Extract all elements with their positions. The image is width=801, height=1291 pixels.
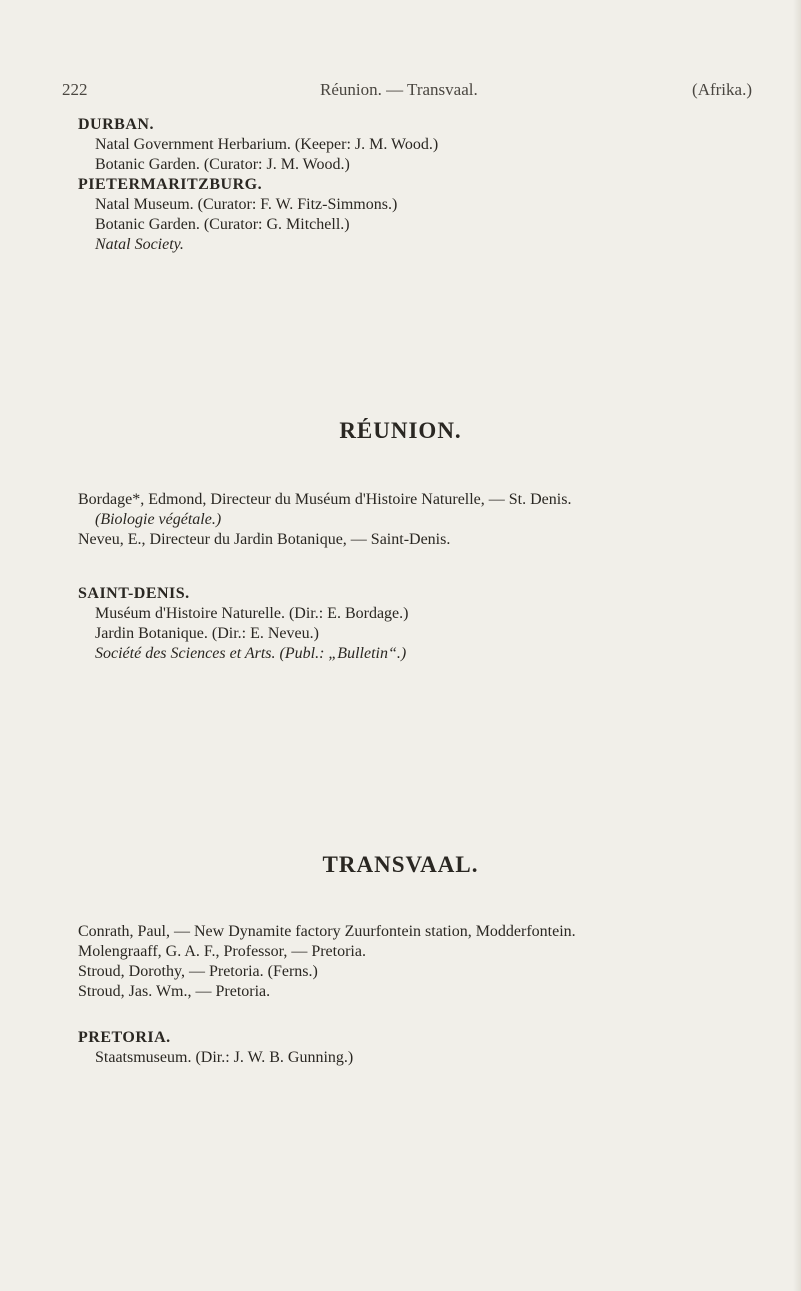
person-entry: Stroud, Dorothy, — Pretoria. (Ferns.) <box>78 963 318 980</box>
durban-block <box>78 115 438 175</box>
page-edge-shadow <box>793 0 801 1291</box>
city-heading-saint-denis: SAINT-DENIS. <box>78 585 190 602</box>
society-line: Natal Society. <box>95 236 184 253</box>
institution-line: Natal Government Herbarium. (Keeper: J. M. Wood.) <box>95 136 439 153</box>
transvaal-entries <box>78 922 793 1002</box>
institution-line: Jardin Botanique. (Dir.: E. Neveu.) <box>95 625 319 642</box>
region-label: (Afrika.) <box>692 80 752 99</box>
page-number: 222 <box>62 80 88 99</box>
running-header <box>62 80 752 104</box>
person-entry: Neveu, E., Directeur du Jardin Botanique, — Saint-Denis. <box>78 531 451 548</box>
person-entry: Conrath, Paul, — New Dynamite factory Zuurfontein station, Modderfontein. <box>78 923 576 940</box>
society-line: Société des Sciences et Arts. (Publ.: „Bulletin“.) <box>95 645 407 662</box>
person-entry: Bordage*, Edmond, Directeur du Muséum d'Histoire Naturelle, — St. Denis. <box>78 491 572 508</box>
institution-line: Staatsmuseum. (Dir.: J. W. B. Gunning.) <box>95 1049 354 1066</box>
section-title-transvaal: TRANSVAAL. <box>322 852 479 877</box>
saint-denis-block <box>78 584 408 664</box>
city-heading-pretoria: PRETORIA. <box>78 1029 171 1046</box>
pietermaritzburg-block <box>78 175 397 255</box>
institution-line: Muséum d'Histoire Naturelle. (Dir.: E. Bordage.) <box>95 605 409 622</box>
institution-line: Botanic Garden. (Curator: J. M. Wood.) <box>95 156 350 173</box>
person-entry: Molengraaff, G. A. F., Professor, — Pretoria. <box>78 943 366 960</box>
section-title-reunion: RÉUNION. <box>339 418 462 443</box>
person-entry: Stroud, Jas. Wm., — Pretoria. <box>78 983 271 1000</box>
running-title: Réunion. — Transvaal. <box>320 80 478 99</box>
pretoria-block <box>78 1028 353 1068</box>
specialty-note: (Biologie végétale.) <box>95 511 222 528</box>
reunion-entries <box>78 490 793 550</box>
city-heading-pietermaritzburg: PIETERMARITZBURG. <box>78 176 263 193</box>
institution-line: Botanic Garden. (Curator: G. Mitchell.) <box>95 216 350 233</box>
city-heading-durban: DURBAN. <box>78 116 154 133</box>
institution-line: Natal Museum. (Curator: F. W. Fitz-Simmons.) <box>95 196 398 213</box>
